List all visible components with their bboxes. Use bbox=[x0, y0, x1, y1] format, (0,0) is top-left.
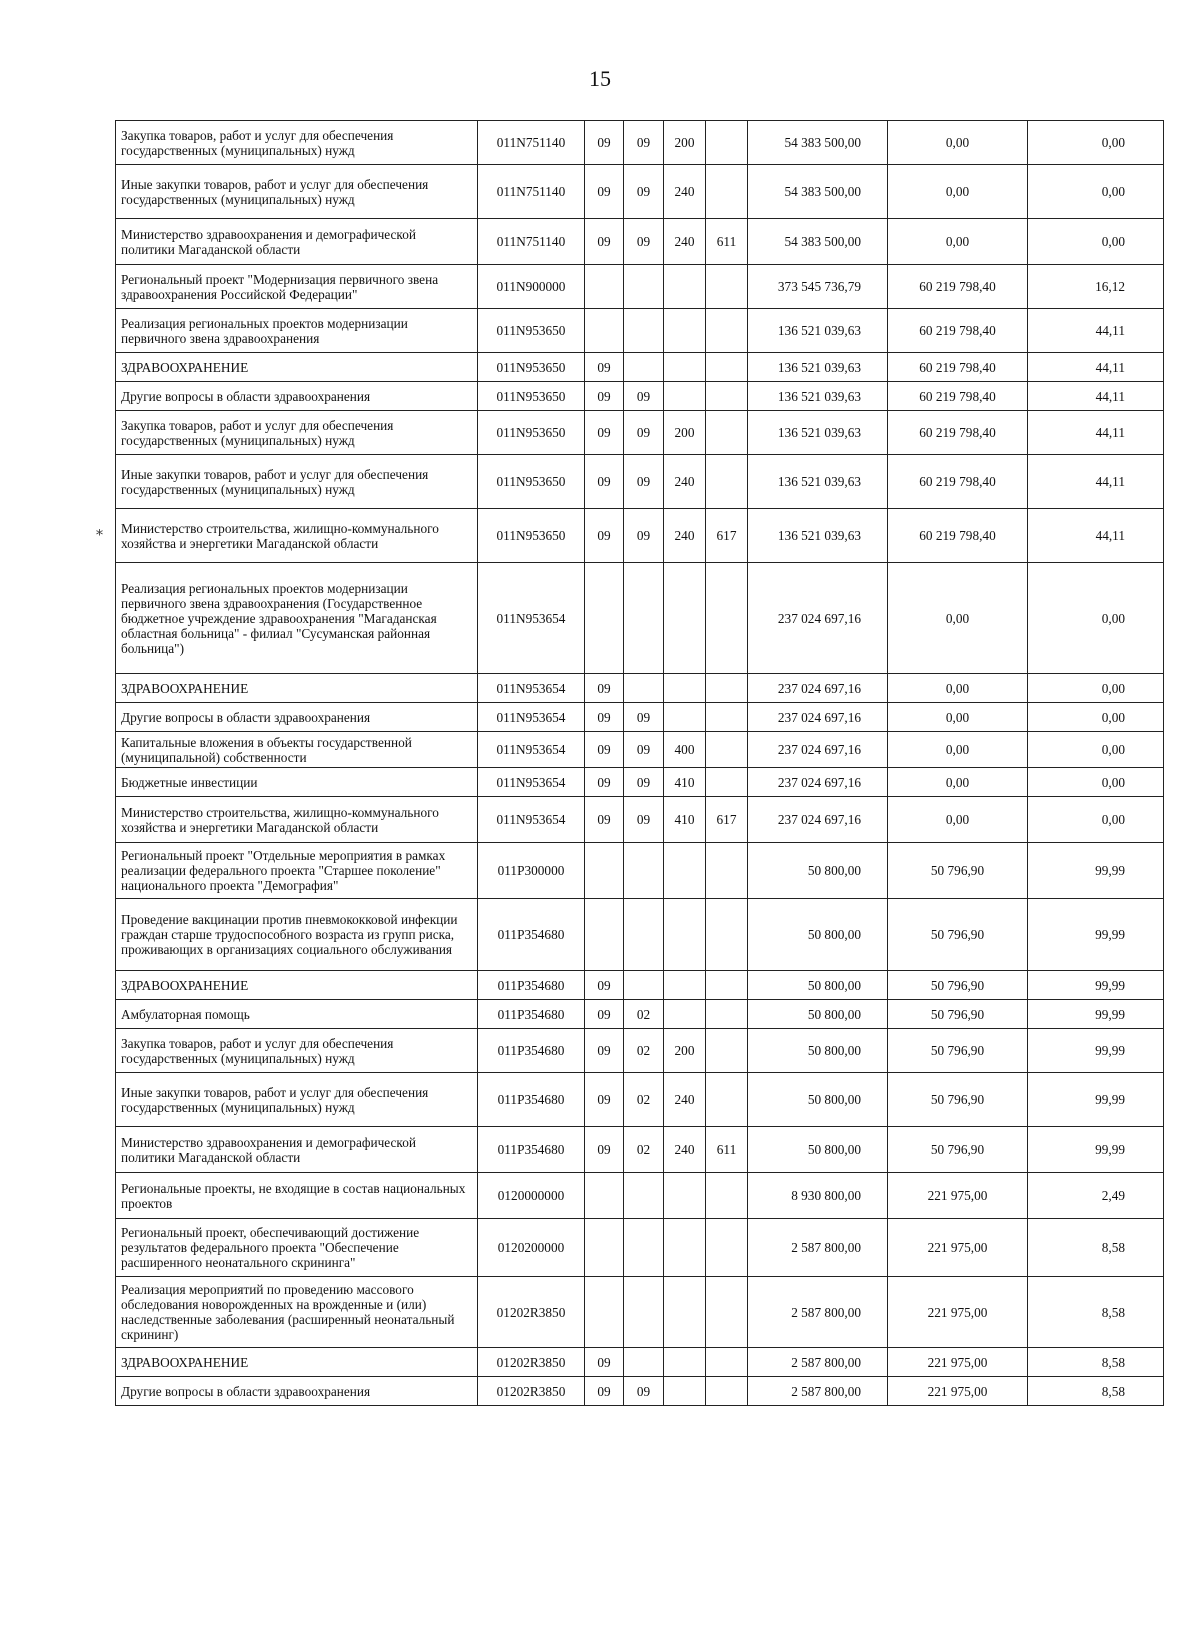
section-code: 09 bbox=[585, 509, 624, 563]
subsection-code: 02 bbox=[624, 1073, 664, 1127]
target-article-code: 011P354680 bbox=[478, 971, 585, 1000]
planned-amount: 54 383 500,00 bbox=[748, 121, 888, 165]
planned-amount: 50 800,00 bbox=[748, 971, 888, 1000]
execution-percent: 44,11 bbox=[1028, 455, 1164, 509]
target-article-code: 011N751140 bbox=[478, 121, 585, 165]
budget-item-name: Реализация мероприятий по проведению массового обследования новорожденных на врожденные и (или) наследственные заболевания (расширенный неонатальный скрининг) bbox=[116, 1277, 478, 1348]
expense-type-code bbox=[664, 1219, 706, 1277]
subsection-code: 09 bbox=[624, 768, 664, 797]
section-code: 09 bbox=[585, 121, 624, 165]
planned-amount: 237 024 697,16 bbox=[748, 768, 888, 797]
execution-percent: 99,99 bbox=[1028, 971, 1164, 1000]
page-number: 15 bbox=[589, 66, 611, 91]
budget-item-name: Региональный проект "Отдельные мероприятия в рамках реализации федерального проекта "Старшее поколение" национального проекта "Демография" bbox=[116, 843, 478, 899]
administrator-code bbox=[706, 768, 748, 797]
budget-item-name: Закупка товаров, работ и услуг для обеспечения государственных (муниципальных) нужд bbox=[116, 1029, 478, 1073]
section-code: 09 bbox=[585, 165, 624, 219]
section-code bbox=[585, 843, 624, 899]
administrator-code bbox=[706, 309, 748, 353]
section-code: 09 bbox=[585, 382, 624, 411]
subsection-code bbox=[624, 265, 664, 309]
table-row bbox=[116, 674, 1164, 703]
execution-percent: 8,58 bbox=[1028, 1348, 1164, 1377]
planned-amount: 237 024 697,16 bbox=[748, 563, 888, 674]
section-code: 09 bbox=[585, 1029, 624, 1073]
executed-amount: 50 796,90 bbox=[888, 971, 1028, 1000]
section-code: 09 bbox=[585, 353, 624, 382]
executed-amount: 50 796,90 bbox=[888, 899, 1028, 971]
budget-item-name: Другие вопросы в области здравоохранения bbox=[116, 382, 478, 411]
subsection-code bbox=[624, 1173, 664, 1219]
planned-amount: 54 383 500,00 bbox=[748, 165, 888, 219]
expense-type-code bbox=[664, 1277, 706, 1348]
executed-amount: 221 975,00 bbox=[888, 1348, 1028, 1377]
section-code bbox=[585, 563, 624, 674]
budget-item-name: ЗДРАВООХРАНЕНИЕ bbox=[116, 1348, 478, 1377]
section-code: 09 bbox=[585, 971, 624, 1000]
section-code: 09 bbox=[585, 411, 624, 455]
budget-item-name: Бюджетные инвестиции bbox=[116, 768, 478, 797]
budget-item-name: Реализация региональных проектов модернизации первичного звена здравоохранения (Государственное бюджетное учреждение здравоохранения "Магаданская областная больница" - филиал "Сусуманская районная больница") bbox=[116, 563, 478, 674]
budget-item-name: Проведение вакцинации против пневмококковой инфекции граждан старше трудоспособного возраста из групп риска, проживающих в организациях социального обслуживания bbox=[116, 899, 478, 971]
planned-amount: 136 521 039,63 bbox=[748, 455, 888, 509]
target-article-code: 011P354680 bbox=[478, 1029, 585, 1073]
table-row bbox=[116, 219, 1164, 265]
executed-amount: 0,00 bbox=[888, 121, 1028, 165]
executed-amount: 0,00 bbox=[888, 797, 1028, 843]
planned-amount: 50 800,00 bbox=[748, 843, 888, 899]
section-code: 09 bbox=[585, 1000, 624, 1029]
expense-type-code: 200 bbox=[664, 1029, 706, 1073]
target-article-code: 011N953650 bbox=[478, 455, 585, 509]
administrator-code bbox=[706, 703, 748, 732]
execution-percent: 44,11 bbox=[1028, 382, 1164, 411]
planned-amount: 136 521 039,63 bbox=[748, 509, 888, 563]
subsection-code: 09 bbox=[624, 797, 664, 843]
subsection-code bbox=[624, 899, 664, 971]
subsection-code bbox=[624, 353, 664, 382]
expense-type-code bbox=[664, 265, 706, 309]
target-article-code: 011N900000 bbox=[478, 265, 585, 309]
budget-item-name: Министерство строительства, жилищно-коммунального хозяйства и энергетики Магаданской области bbox=[116, 509, 478, 563]
subsection-code bbox=[624, 1219, 664, 1277]
target-article-code: 0120200000 bbox=[478, 1219, 585, 1277]
target-article-code: 011N953650 bbox=[478, 382, 585, 411]
administrator-code bbox=[706, 674, 748, 703]
section-code: 09 bbox=[585, 797, 624, 843]
table-row bbox=[116, 899, 1164, 971]
execution-percent: 99,99 bbox=[1028, 843, 1164, 899]
executed-amount: 60 219 798,40 bbox=[888, 353, 1028, 382]
executed-amount: 60 219 798,40 bbox=[888, 382, 1028, 411]
administrator-code bbox=[706, 1277, 748, 1348]
table-row bbox=[116, 165, 1164, 219]
table-row bbox=[116, 1348, 1164, 1377]
subsection-code bbox=[624, 563, 664, 674]
executed-amount: 60 219 798,40 bbox=[888, 309, 1028, 353]
executed-amount: 50 796,90 bbox=[888, 843, 1028, 899]
executed-amount: 0,00 bbox=[888, 703, 1028, 732]
budget-item-name: Иные закупки товаров, работ и услуг для обеспечения государственных (муниципальных) нужд bbox=[116, 1073, 478, 1127]
table-row bbox=[116, 703, 1164, 732]
budget-item-name: Закупка товаров, работ и услуг для обеспечения государственных (муниципальных) нужд bbox=[116, 121, 478, 165]
budget-item-name: Региональный проект "Модернизация первичного звена здравоохранения Российской Федерации" bbox=[116, 265, 478, 309]
table-row bbox=[116, 768, 1164, 797]
administrator-code bbox=[706, 1029, 748, 1073]
section-code: 09 bbox=[585, 674, 624, 703]
section-code bbox=[585, 265, 624, 309]
target-article-code: 01202R3850 bbox=[478, 1348, 585, 1377]
expense-type-code bbox=[664, 971, 706, 1000]
expense-type-code bbox=[664, 703, 706, 732]
execution-percent: 44,11 bbox=[1028, 309, 1164, 353]
planned-amount: 50 800,00 bbox=[748, 1073, 888, 1127]
target-article-code: 01202R3850 bbox=[478, 1277, 585, 1348]
expense-type-code bbox=[664, 674, 706, 703]
target-article-code: 011N953654 bbox=[478, 703, 585, 732]
administrator-code: 617 bbox=[706, 509, 748, 563]
budget-item-name: ЗДРАВООХРАНЕНИЕ bbox=[116, 971, 478, 1000]
budget-item-name: Региональные проекты, не входящие в состав национальных проектов bbox=[116, 1173, 478, 1219]
table-row bbox=[116, 732, 1164, 768]
table-row bbox=[116, 1029, 1164, 1073]
planned-amount: 136 521 039,63 bbox=[748, 382, 888, 411]
target-article-code: 011P354680 bbox=[478, 1073, 585, 1127]
execution-percent: 99,99 bbox=[1028, 899, 1164, 971]
subsection-code: 09 bbox=[624, 732, 664, 768]
executed-amount: 0,00 bbox=[888, 219, 1028, 265]
subsection-code: 09 bbox=[624, 165, 664, 219]
table-row bbox=[116, 411, 1164, 455]
execution-percent: 8,58 bbox=[1028, 1219, 1164, 1277]
budget-item-name: Реализация региональных проектов модернизации первичного звена здравоохранения bbox=[116, 309, 478, 353]
target-article-code: 011N953650 bbox=[478, 353, 585, 382]
table-row bbox=[116, 1073, 1164, 1127]
planned-amount: 50 800,00 bbox=[748, 1029, 888, 1073]
executed-amount: 0,00 bbox=[888, 732, 1028, 768]
administrator-code bbox=[706, 121, 748, 165]
target-article-code: 011P354680 bbox=[478, 899, 585, 971]
expense-type-code: 410 bbox=[664, 797, 706, 843]
executed-amount: 221 975,00 bbox=[888, 1173, 1028, 1219]
expense-type-code: 410 bbox=[664, 768, 706, 797]
execution-percent: 0,00 bbox=[1028, 563, 1164, 674]
target-article-code: 011N751140 bbox=[478, 219, 585, 265]
table-row bbox=[116, 1173, 1164, 1219]
section-code bbox=[585, 899, 624, 971]
table-row bbox=[116, 121, 1164, 165]
expense-type-code bbox=[664, 563, 706, 674]
planned-amount: 8 930 800,00 bbox=[748, 1173, 888, 1219]
budget-item-name: Иные закупки товаров, работ и услуг для обеспечения государственных (муниципальных) нужд bbox=[116, 455, 478, 509]
expense-type-code: 240 bbox=[664, 1127, 706, 1173]
subsection-code bbox=[624, 674, 664, 703]
planned-amount: 50 800,00 bbox=[748, 1000, 888, 1029]
subsection-code bbox=[624, 309, 664, 353]
expense-type-code: 240 bbox=[664, 165, 706, 219]
administrator-code bbox=[706, 411, 748, 455]
execution-percent: 0,00 bbox=[1028, 732, 1164, 768]
administrator-code bbox=[706, 455, 748, 509]
expense-type-code bbox=[664, 382, 706, 411]
planned-amount: 136 521 039,63 bbox=[748, 411, 888, 455]
administrator-code: 611 bbox=[706, 219, 748, 265]
administrator-code bbox=[706, 732, 748, 768]
target-article-code: 011P354680 bbox=[478, 1127, 585, 1173]
subsection-code: 09 bbox=[624, 121, 664, 165]
expense-type-code: 200 bbox=[664, 411, 706, 455]
budget-item-name: Иные закупки товаров, работ и услуг для обеспечения государственных (муниципальных) нужд bbox=[116, 165, 478, 219]
section-code: 09 bbox=[585, 455, 624, 509]
planned-amount: 2 587 800,00 bbox=[748, 1219, 888, 1277]
expense-type-code: 240 bbox=[664, 1073, 706, 1127]
subsection-code bbox=[624, 971, 664, 1000]
budget-table-wrapper bbox=[115, 120, 1164, 1406]
execution-percent: 0,00 bbox=[1028, 674, 1164, 703]
expense-type-code: 200 bbox=[664, 121, 706, 165]
subsection-code bbox=[624, 1277, 664, 1348]
administrator-code bbox=[706, 971, 748, 1000]
execution-percent: 44,11 bbox=[1028, 509, 1164, 563]
planned-amount: 237 024 697,16 bbox=[748, 703, 888, 732]
planned-amount: 136 521 039,63 bbox=[748, 353, 888, 382]
execution-percent: 8,58 bbox=[1028, 1377, 1164, 1406]
target-article-code: 011N953650 bbox=[478, 411, 585, 455]
budget-item-name: Другие вопросы в области здравоохранения bbox=[116, 703, 478, 732]
target-article-code: 011N953654 bbox=[478, 674, 585, 703]
budget-item-name: Другие вопросы в области здравоохранения bbox=[116, 1377, 478, 1406]
administrator-code bbox=[706, 1219, 748, 1277]
expense-type-code bbox=[664, 1000, 706, 1029]
table-row bbox=[116, 971, 1164, 1000]
execution-percent: 0,00 bbox=[1028, 121, 1164, 165]
table-row bbox=[116, 1277, 1164, 1348]
executed-amount: 50 796,90 bbox=[888, 1073, 1028, 1127]
table-row bbox=[116, 563, 1164, 674]
target-article-code: 01202R3850 bbox=[478, 1377, 585, 1406]
table-row bbox=[116, 1127, 1164, 1173]
planned-amount: 237 024 697,16 bbox=[748, 732, 888, 768]
target-article-code: 011P354680 bbox=[478, 1000, 585, 1029]
executed-amount: 221 975,00 bbox=[888, 1377, 1028, 1406]
subsection-code: 02 bbox=[624, 1127, 664, 1173]
planned-amount: 54 383 500,00 bbox=[748, 219, 888, 265]
table-row bbox=[116, 509, 1164, 563]
administrator-code: 617 bbox=[706, 797, 748, 843]
section-code bbox=[585, 1173, 624, 1219]
planned-amount: 237 024 697,16 bbox=[748, 674, 888, 703]
target-article-code: 011N953654 bbox=[478, 797, 585, 843]
table-row bbox=[116, 843, 1164, 899]
budget-item-name: Капитальные вложения в объекты государственной (муниципальной) собственности bbox=[116, 732, 478, 768]
subsection-code: 09 bbox=[624, 703, 664, 732]
subsection-code: 09 bbox=[624, 382, 664, 411]
section-code: 09 bbox=[585, 732, 624, 768]
subsection-code: 09 bbox=[624, 411, 664, 455]
expense-type-code bbox=[664, 899, 706, 971]
expense-type-code bbox=[664, 1173, 706, 1219]
execution-percent: 0,00 bbox=[1028, 797, 1164, 843]
subsection-code: 02 bbox=[624, 1000, 664, 1029]
executed-amount: 0,00 bbox=[888, 165, 1028, 219]
execution-percent: 8,58 bbox=[1028, 1277, 1164, 1348]
target-article-code: 011N953654 bbox=[478, 563, 585, 674]
expense-type-code: 240 bbox=[664, 455, 706, 509]
budget-item-name: Закупка товаров, работ и услуг для обеспечения государственных (муниципальных) нужд bbox=[116, 411, 478, 455]
budget-item-name: ЗДРАВООХРАНЕНИЕ bbox=[116, 353, 478, 382]
subsection-code bbox=[624, 843, 664, 899]
section-code: 09 bbox=[585, 1377, 624, 1406]
planned-amount: 50 800,00 bbox=[748, 899, 888, 971]
budget-table-body bbox=[116, 121, 1164, 1406]
section-code: 09 bbox=[585, 1073, 624, 1127]
budget-item-name: ЗДРАВООХРАНЕНИЕ bbox=[116, 674, 478, 703]
administrator-code bbox=[706, 1173, 748, 1219]
planned-amount: 136 521 039,63 bbox=[748, 309, 888, 353]
executed-amount: 0,00 bbox=[888, 674, 1028, 703]
executed-amount: 60 219 798,40 bbox=[888, 509, 1028, 563]
administrator-code bbox=[706, 1000, 748, 1029]
section-code: 09 bbox=[585, 703, 624, 732]
target-article-code: 011N953654 bbox=[478, 732, 585, 768]
expense-type-code bbox=[664, 353, 706, 382]
budget-item-name: Министерство здравоохранения и демографической политики Магаданской области bbox=[116, 219, 478, 265]
expense-type-code: 400 bbox=[664, 732, 706, 768]
subsection-code: 09 bbox=[624, 219, 664, 265]
administrator-code bbox=[706, 843, 748, 899]
table-row bbox=[116, 382, 1164, 411]
target-article-code: 011P300000 bbox=[478, 843, 585, 899]
administrator-code bbox=[706, 382, 748, 411]
execution-percent: 16,12 bbox=[1028, 265, 1164, 309]
executed-amount: 60 219 798,40 bbox=[888, 455, 1028, 509]
section-code: 09 bbox=[585, 219, 624, 265]
table-row bbox=[116, 797, 1164, 843]
table-row bbox=[116, 265, 1164, 309]
expense-type-code: 240 bbox=[664, 219, 706, 265]
table-row bbox=[116, 1000, 1164, 1029]
execution-percent: 99,99 bbox=[1028, 1127, 1164, 1173]
executed-amount: 60 219 798,40 bbox=[888, 411, 1028, 455]
planned-amount: 2 587 800,00 bbox=[748, 1348, 888, 1377]
administrator-code bbox=[706, 1073, 748, 1127]
subsection-code: 02 bbox=[624, 1029, 664, 1073]
subsection-code: 09 bbox=[624, 1377, 664, 1406]
section-code bbox=[585, 1219, 624, 1277]
execution-percent: 99,99 bbox=[1028, 1029, 1164, 1073]
expense-type-code: 240 bbox=[664, 509, 706, 563]
administrator-code: 611 bbox=[706, 1127, 748, 1173]
table-row bbox=[116, 353, 1164, 382]
budget-table bbox=[115, 120, 1164, 1406]
target-article-code: 011N953650 bbox=[478, 509, 585, 563]
execution-percent: 0,00 bbox=[1028, 768, 1164, 797]
target-article-code: 0120000000 bbox=[478, 1173, 585, 1219]
planned-amount: 2 587 800,00 bbox=[748, 1277, 888, 1348]
table-row bbox=[116, 1219, 1164, 1277]
executed-amount: 50 796,90 bbox=[888, 1029, 1028, 1073]
budget-item-name: Министерство здравоохранения и демографической политики Магаданской области bbox=[116, 1127, 478, 1173]
budget-item-name: Региональный проект, обеспечивающий достижение результатов федерального проекта "Обеспечение расширенного неонатального скрининга" bbox=[116, 1219, 478, 1277]
administrator-code bbox=[706, 899, 748, 971]
execution-percent: 0,00 bbox=[1028, 219, 1164, 265]
subsection-code: 09 bbox=[624, 455, 664, 509]
executed-amount: 221 975,00 bbox=[888, 1219, 1028, 1277]
execution-percent: 0,00 bbox=[1028, 703, 1164, 732]
administrator-code bbox=[706, 165, 748, 219]
execution-percent: 44,11 bbox=[1028, 353, 1164, 382]
budget-item-name: Министерство строительства, жилищно-коммунального хозяйства и энергетики Магаданской области bbox=[116, 797, 478, 843]
margin-mark: ⁎ bbox=[96, 524, 103, 539]
execution-percent: 99,99 bbox=[1028, 1073, 1164, 1127]
executed-amount: 50 796,90 bbox=[888, 1127, 1028, 1173]
executed-amount: 50 796,90 bbox=[888, 1000, 1028, 1029]
execution-percent: 99,99 bbox=[1028, 1000, 1164, 1029]
target-article-code: 011N953654 bbox=[478, 768, 585, 797]
planned-amount: 2 587 800,00 bbox=[748, 1377, 888, 1406]
administrator-code bbox=[706, 353, 748, 382]
execution-percent: 2,49 bbox=[1028, 1173, 1164, 1219]
expense-type-code bbox=[664, 309, 706, 353]
execution-percent: 0,00 bbox=[1028, 165, 1164, 219]
budget-item-name: Амбулаторная помощь bbox=[116, 1000, 478, 1029]
executed-amount: 0,00 bbox=[888, 563, 1028, 674]
planned-amount: 50 800,00 bbox=[748, 1127, 888, 1173]
section-code bbox=[585, 309, 624, 353]
target-article-code: 011N751140 bbox=[478, 165, 585, 219]
table-row bbox=[116, 1377, 1164, 1406]
planned-amount: 373 545 736,79 bbox=[748, 265, 888, 309]
planned-amount: 237 024 697,16 bbox=[748, 797, 888, 843]
administrator-code bbox=[706, 1348, 748, 1377]
section-code: 09 bbox=[585, 768, 624, 797]
expense-type-code bbox=[664, 1377, 706, 1406]
execution-percent: 44,11 bbox=[1028, 411, 1164, 455]
table-row bbox=[116, 309, 1164, 353]
administrator-code bbox=[706, 1377, 748, 1406]
executed-amount: 0,00 bbox=[888, 768, 1028, 797]
section-code: 09 bbox=[585, 1348, 624, 1377]
expense-type-code bbox=[664, 843, 706, 899]
executed-amount: 221 975,00 bbox=[888, 1277, 1028, 1348]
expense-type-code bbox=[664, 1348, 706, 1377]
executed-amount: 60 219 798,40 bbox=[888, 265, 1028, 309]
administrator-code bbox=[706, 265, 748, 309]
administrator-code bbox=[706, 563, 748, 674]
section-code bbox=[585, 1277, 624, 1348]
subsection-code: 09 bbox=[624, 509, 664, 563]
table-row bbox=[116, 455, 1164, 509]
target-article-code: 011N953650 bbox=[478, 309, 585, 353]
subsection-code bbox=[624, 1348, 664, 1377]
section-code: 09 bbox=[585, 1127, 624, 1173]
